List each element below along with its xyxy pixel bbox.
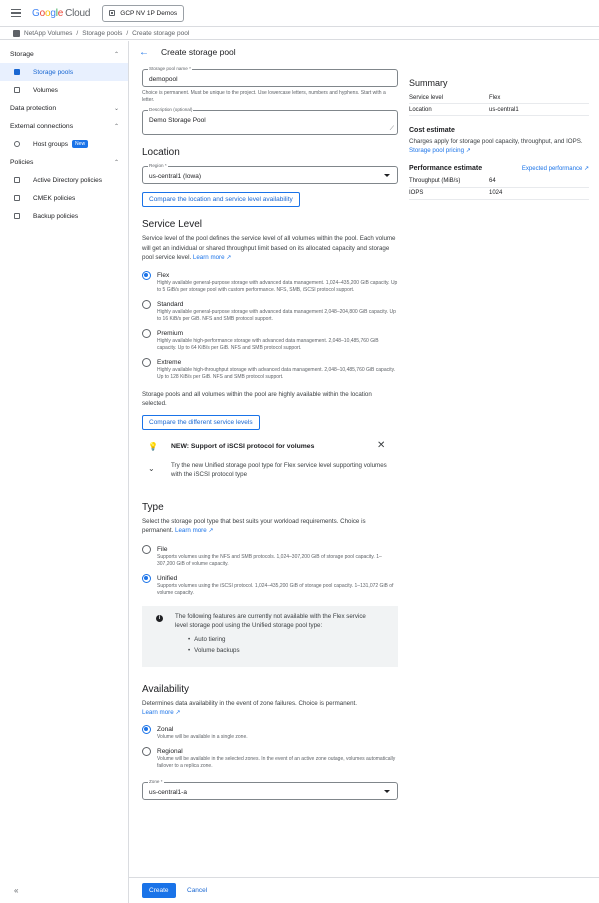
service-level-option-standard[interactable]: Standard Highly available general-purpose storage with advanced data management 2,048–204,800 GiB capacity. Up to 16 KiB/s per GiB. NFS and SMB protocol support. [142,300,398,323]
storage-pool-name-hint: Choice is permanent. Must be unique to the project. Use lowercase letters, numbers and hyphens. Start with a letter. [142,90,386,103]
service-level-learn-more-link[interactable]: Learn more [192,254,225,261]
external-link-icon: ↗ [224,254,232,261]
form [142,65,398,800]
chevron-up-icon: ⌃ [113,51,119,58]
region-label: Region * [149,163,167,168]
sidebar-item-active-directory-policies[interactable]: Active Directory policies [0,171,128,189]
expected-performance-link[interactable]: Expected performance [521,165,583,172]
radio-standard[interactable] [142,300,151,309]
availability-intro: Determines data availability in the event of zone failures. Choice is permanent. [142,699,357,707]
unified-info-box [142,606,398,667]
radio-flex[interactable] [142,271,151,280]
chevron-up-icon: ⌃ [113,123,119,130]
create-button[interactable]: Create [142,883,176,898]
zone-value: us-central1-a [149,788,187,796]
type-learn-more-link[interactable]: Learn more [175,527,207,534]
summary-row-location: Location us-central1 [409,104,589,116]
top-bar [0,0,599,27]
project-icon [109,10,115,16]
dropdown-arrow-icon [384,174,390,177]
summary-row-service-level: Service level Flex [409,92,589,104]
description-value: Demo Storage Pool [149,117,206,124]
location-heading: Location [142,147,180,158]
new-badge: New [72,140,88,148]
availability-option-zonal[interactable]: Zonal Volume will be available in a single zone. [142,725,398,741]
compare-location-button[interactable]: Compare the location and service level availability [142,192,300,207]
sidebar-item-host-groups[interactable]: Host groups New [0,135,128,153]
performance-header [409,165,589,172]
lightbulb-icon: 💡 [148,441,158,451]
cost-estimate-heading: Cost estimate [409,127,455,134]
external-link-icon: ↗ [464,147,471,154]
region-select[interactable] [142,163,398,184]
chevron-up-icon: ⌃ [113,159,119,166]
sidebar-item-volumes[interactable]: Volumes [0,81,128,99]
external-link-icon: ↗ [173,709,181,716]
breadcrumb-storage-pools[interactable]: Storage pools [82,29,123,37]
main-content [129,41,599,903]
summary-panel [409,78,589,200]
policy-icon [14,195,20,201]
resize-handle-icon[interactable]: ⟋ [389,126,394,132]
external-link-icon: ↗ [582,165,589,172]
logo-google-text: Google [32,7,64,19]
availability-learn-more-link[interactable]: Learn more [142,709,174,716]
collapse-sidebar-icon[interactable]: « [14,886,19,895]
page-title: Create storage pool [161,47,236,57]
footer-bar [129,877,599,903]
type-intro: Select the storage pool type that best suits your workload requirements. Choice is permanent. Learn more ↗ [142,517,366,534]
volumes-icon [14,87,20,93]
external-link-icon: ↗ [206,527,214,534]
project-name: GCP NV 1P Demos [120,9,178,17]
pricing-link-row [409,146,589,156]
chevron-down-icon: ⌄ [113,105,119,112]
availability-learn-more [142,708,398,718]
notice-title: NEW: Support of iSCSI protocol for volumes [171,442,315,450]
sidebar-section-data-protection[interactable]: Data protection ⌄ [10,104,119,112]
dropdown-arrow-icon [384,790,390,793]
info-item-volume-backups: • Volume backups [150,645,390,656]
iscsi-notice [142,440,398,492]
storage-pool-name-label: Storage pool name * [149,66,191,71]
menu-icon[interactable] [11,9,21,17]
breadcrumb-create-storage-pool: Create storage pool [132,29,190,37]
type-option-file[interactable]: File Supports volumes using the NFS and SMB protocols. 1,024–307,200 GiB of storage pool capacity. 1–307,200 GiB of volume capacity. [142,545,398,568]
summary-heading: Summary [409,78,448,88]
google-cloud-logo[interactable] [32,8,90,19]
description-label: Description (optional) [149,107,193,112]
service-level-option-premium[interactable]: Premium Highly available high-performance storage with advanced data management. 2,048–10,485,760 GiB capacity. Up to 64 KiB/s per GiB. NFS and SMB protocol support. [142,329,398,352]
host-groups-icon [14,141,20,147]
page-header [129,41,599,63]
info-text: The following features are currently not available with the Flex service level storage pool using the Unified storage pool type: [175,612,366,629]
service-level-heading: Service Level [142,219,203,230]
sidebar-section-policies[interactable]: Policies ⌃ [10,158,119,166]
summary-row-throughput: Throughput (MiB/s) 64 [409,176,589,188]
storage-pool-name-field[interactable] [142,66,398,87]
cost-estimate-text: Charges apply for storage pool capacity, throughput, and IOPS. [409,138,583,145]
service-level-intro: Service level of the pool defines the service level of all volumes within the pool. Each volume will get an individual or shared throughput limit based on its allocated capacity and storage pool service level. Learn more ↗ [142,235,396,261]
service-level-option-flex[interactable]: Flex Highly available general-purpose storage with advanced data management. 1,024–435,200 GiB capacity. Up to 5 GiB/s per storage pool with custom performance. NFS, SMB, iSCSI protocol support. [142,271,398,294]
radio-extreme[interactable] [142,358,151,367]
description-field[interactable] [142,107,398,135]
back-arrow-icon[interactable]: ← [139,46,149,58]
region-value: us-central1 (Iowa) [149,173,202,180]
expected-performance-row [522,165,589,172]
project-picker[interactable] [102,5,184,22]
logo-cloud-text: Cloud [65,7,91,19]
notice-body: Try the new Unified storage pool type for Flex service level supporting volumes with the iSCSI protocol type [171,461,387,478]
info-icon: i [156,615,163,622]
performance-estimate-heading: Performance estimate [409,164,483,172]
compare-service-levels-button[interactable]: Compare the different service levels [142,415,260,430]
netapp-icon [13,30,20,37]
radio-unified[interactable] [142,574,151,583]
zone-label: Zone * [149,778,163,784]
type-heading: Type [142,501,164,513]
radio-premium[interactable] [142,329,151,338]
sidebar-item-cmek-policies[interactable]: CMEK policies [0,189,128,207]
info-item-auto-tiering: • Auto tiering [150,634,390,645]
zone-select[interactable] [142,778,398,800]
storage-pool-name-value: demopool [149,76,178,83]
storage-pool-pricing-link[interactable]: Storage pool pricing [409,147,465,154]
type-option-unified[interactable]: Unified Supports volumes using the iSCSI protocol. 1,024–435,200 GiB of storage pool capacity. 1–131,072 GiB of volume capacity. [142,574,398,597]
breadcrumb-netapp-volumes[interactable]: NetApp Volumes [24,29,73,37]
sidebar-section-storage[interactable]: Storage ⌃ [10,50,119,58]
chevron-down-icon[interactable]: ⌄ [148,463,155,473]
cancel-button[interactable]: Cancel [187,887,208,894]
sidebar-item-backup-policies[interactable]: Backup policies [0,207,128,225]
storage-pools-icon [14,69,20,75]
radio-file[interactable] [142,545,151,554]
sidebar [0,41,129,903]
sidebar-section-external-connections[interactable]: External connections ⌃ [10,122,119,130]
breadcrumb: NetApp Volumes / Storage pools / Create storage pool [0,27,599,40]
policy-icon [14,177,20,183]
radio-zonal[interactable] [142,725,151,734]
ha-note: Storage pools and all volumes within the pool are highly available within the location selected. [142,390,372,407]
close-icon[interactable]: ✕ [377,439,386,451]
sidebar-item-storage-pools[interactable]: Storage pools [0,63,128,81]
policy-icon [14,213,20,219]
service-level-option-extreme[interactable]: Extreme Highly available high-throughput storage with advanced data management. 2,048–10,485,760 GiB capacity. Up to 128 KiB/s per GiB. NFS and SMB protocol support. [142,358,398,381]
radio-regional[interactable] [142,747,151,756]
availability-heading: Availability [142,683,190,695]
availability-option-regional[interactable]: Regional Volume will be available in the selected zones. In the event of an active zone outage, volumes automatically failover to a replica zone. [142,747,398,770]
summary-row-iops: IOPS 1024 [409,188,589,200]
